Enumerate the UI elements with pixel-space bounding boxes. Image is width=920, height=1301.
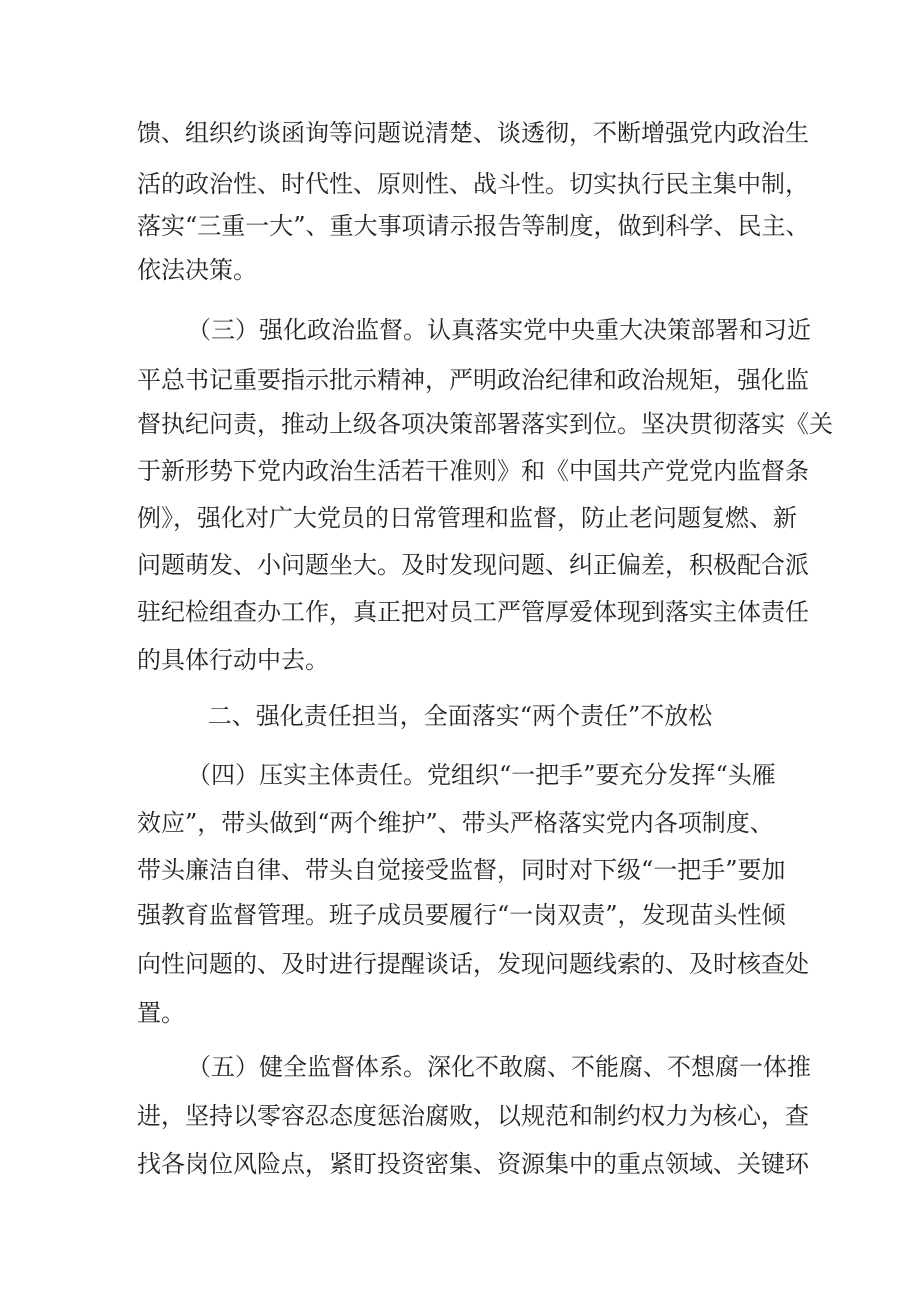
paragraph-heading-4: （四）压实主体责任。党组织“一把手”要充分发挥“头雁 bbox=[187, 761, 776, 789]
section-heading-2: 二、强化责任担当，全面落实“两个责任”不放松 bbox=[207, 702, 713, 730]
paragraph-heading-5: （五）健全监督体系。深化不敢腐、不能腐、不想腐一体推 bbox=[187, 1053, 811, 1081]
body-text-line: 找各岗位风险点，紧盯投资密集、资源集中的重点领域、关键环 bbox=[137, 1150, 809, 1178]
body-text-line: 落实“三重一大”、重大事项请示报告等制度，做到科学、民主、 bbox=[137, 212, 810, 240]
body-text-line: 置。 bbox=[137, 999, 185, 1027]
body-text-line: 效应”，带头做到“两个维护”、带头严格落实党内各项制度、 bbox=[137, 809, 774, 837]
body-text-line: 带头廉洁自律、带头自觉接受监督，同时对下级“一把手”要加 bbox=[137, 856, 786, 884]
body-text-line: 例》，强化对广大党员的日常管理和监督，防止老问题复燃、新 bbox=[137, 504, 797, 532]
body-text-line: 平总书记重要指示批示精神，严明政治纪律和政治规矩，强化监 bbox=[137, 366, 809, 394]
body-text-line: 于新形势下党内政治生活若干准则》和《中国共产党党内监督条 bbox=[137, 457, 809, 485]
body-text-line: 向性问题的、及时进行提醒谈话，发现问题线索的、及时核查处 bbox=[137, 950, 809, 978]
body-text-line: 的具体行动中去。 bbox=[137, 646, 329, 674]
body-text-line: 进，坚持以零容忍态度惩治腐败，以规范和制约权力为核心，查 bbox=[137, 1102, 809, 1130]
body-text-line: 活的政治性、时代性、原则性、战斗性。切实执行民主集中制， bbox=[137, 170, 809, 198]
body-text-line: 强教育监督管理。班子成员要履行“一岗双责”，发现苗头性倾 bbox=[137, 901, 786, 929]
body-text-line: 依法决策。 bbox=[137, 256, 257, 284]
body-text-line: 馈、组织约谈函询等问题说清楚、谈透彻，不断增强党内政治生 bbox=[137, 119, 809, 147]
paragraph-heading-3: （三）强化政治监督。认真落实党中央重大决策部署和习近 bbox=[187, 316, 811, 344]
body-text-line: 问题萌发、小问题坐大。及时发现问题、纠正偏差，积极配合派 bbox=[137, 551, 809, 579]
body-text-line: 督执纪问责，推动上级各项决策部署落实到位。坚决贯彻落实《关 bbox=[137, 410, 833, 438]
body-text-line: 驻纪检组查办工作，真正把对员工严管厚爱体现到落实主体责任 bbox=[137, 598, 809, 626]
